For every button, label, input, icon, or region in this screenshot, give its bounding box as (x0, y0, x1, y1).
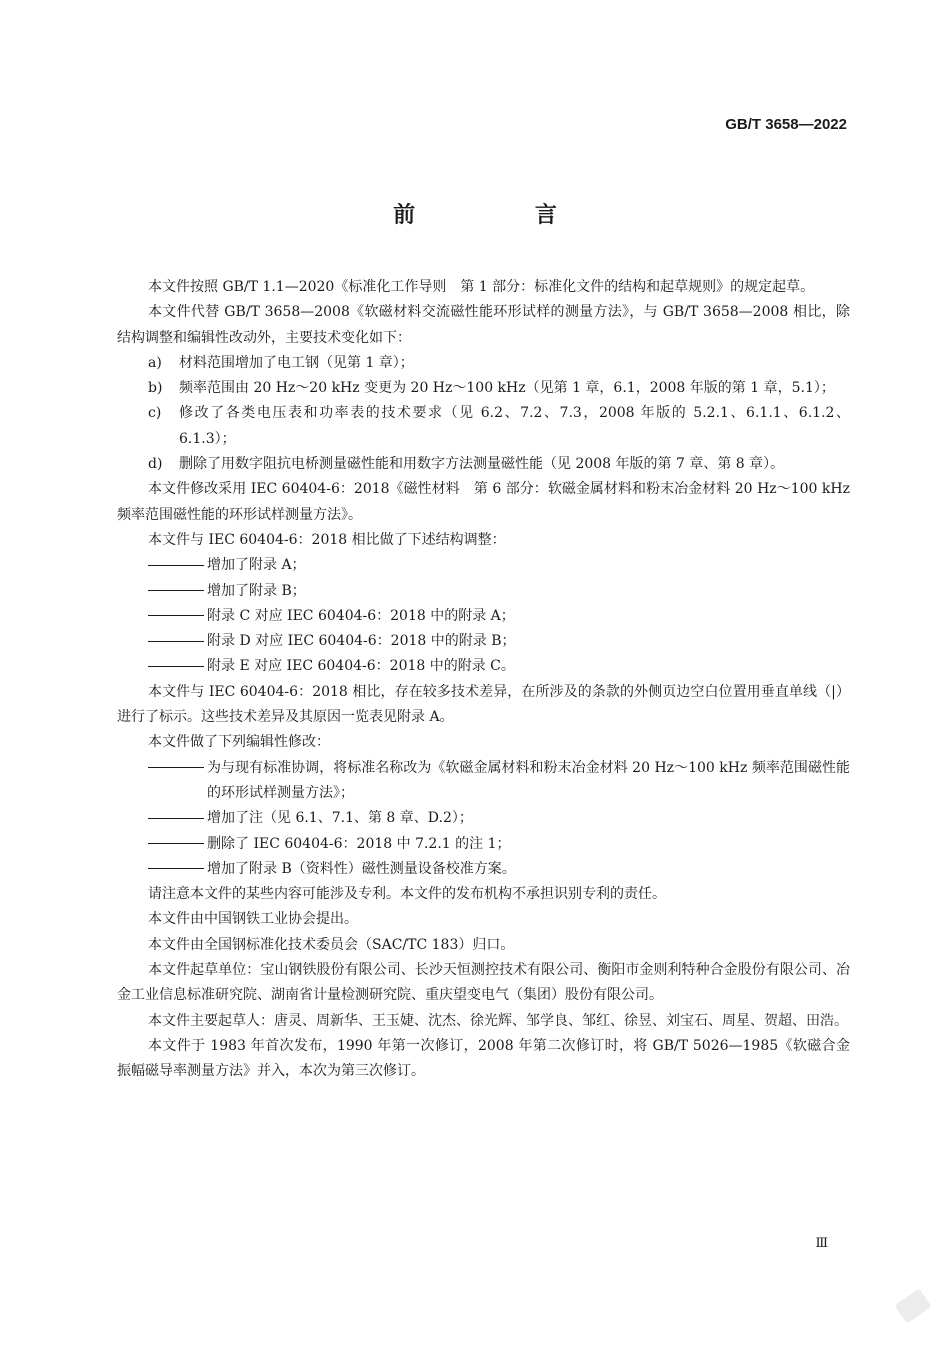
list-item (117, 376, 850, 401)
dash-marker (117, 857, 207, 882)
dash-marker (117, 629, 207, 654)
paragraph: 请注意本文件的某些内容可能涉及专利。本文件的发布机构不承担识别专利的责任。 (148, 886, 666, 903)
paragraph: 本文件按照 GB/T 1.1—2020《标准化工作导则 第 1 部分：标准化文件的结构和起草规则》的规定起草。 (148, 279, 815, 295)
list-item-text: 频率范围由 20 Hz～20 kHz 变更为 20 Hz～100 kHz（见第 1 章，6.1，2008 年版的第 1 章，5.1）； (179, 380, 835, 397)
dash-item (117, 579, 850, 604)
paragraph: 本文件起草单位：宝山钢铁股份有限公司、长沙天恒测控技术有限公司、衡阳市金则利特种合金股份有限公司、冶金工业信息标准研究院、湖南省计量检测研究院、重庆望变电气（集团）股份有限公司。 (117, 962, 850, 1004)
dash-item (117, 857, 850, 882)
paragraph: 本文件由全国钢标准化技术委员会（SAC/TC 183）归口。 (148, 936, 515, 953)
dash-marker (117, 832, 207, 857)
dash-marker (117, 553, 207, 578)
dash-item-text: 增加了附录 A； (207, 557, 306, 574)
dash-item (117, 756, 850, 807)
dash-item-text: 增加了附录 B； (207, 582, 306, 599)
list-marker: b) (148, 380, 163, 397)
dash-marker (117, 579, 207, 604)
dash-item-text: 增加了注（见 6.1、7.1、第 8 章、D.2）； (207, 810, 473, 827)
list-marker: a) (148, 354, 162, 371)
dash-item (117, 806, 850, 831)
dash-item-text: 附录 C 对应 IEC 60404-6：2018 中的附录 A； (207, 607, 515, 624)
list-item-text: 修改了各类电压表和功率表的技术要求（见 6.2、7.2、7.3，2008 年版的 5.2.1、6.1.1、6.1.2、6.1.3）； (179, 405, 850, 447)
list-item-text: 删除了用数字阻抗电桥测量磁性能和用数字方法测量磁性能（见 2008 年版的第 7 章、第 8 章）。 (179, 456, 785, 473)
dash-item (117, 604, 850, 629)
list-item-text: 材料范围增加了电工钢（见第 1 章）； (179, 354, 414, 371)
foreword-body (117, 275, 850, 1085)
paragraph: 本文件主要起草人：唐灵、周新华、王玉婕、沈杰、徐光辉、邹学良、邹红、徐昱、刘宝石、周星、贺超、田浩。 (148, 1012, 848, 1029)
paragraph: 本文件代替 GB/T 3658—2008《软磁材料交流磁性能环形试样的测量方法》，与 GB/T 3658—2008 相比，除结构调整和编辑性改动外，主要技术变化如下： (117, 304, 850, 346)
paragraph: 本文件修改采用 IEC 60404-6：2018《磁性材料 第 6 部分：软磁金属材料和粉末冶金材料 20 Hz～100 kHz 频率范围磁性能的环形试样测量方法》。 (117, 481, 850, 523)
dash-item (117, 629, 850, 654)
dash-item (117, 832, 850, 857)
paragraph: 本文件于 1983 年首次发布，1990 年第一次修订，2008 年第二次修订时，将 GB/T 5026—1985《软磁合金振幅磁导率测量方法》并入，本次为第三次修订。 (117, 1037, 850, 1080)
page-title: 前 言 (393, 203, 613, 228)
dash-item-text: 附录 D 对应 IEC 60404-6：2018 中的附录 B； (207, 633, 516, 650)
paragraph: 本文件与 IEC 60404-6：2018 相比做了下述结构调整： (148, 531, 506, 548)
list-marker: d) (148, 456, 163, 473)
standard-code: GB/T 3658—2022 (725, 116, 847, 133)
list-item (117, 452, 850, 477)
paragraph: 本文件做了下列编辑性修改： (148, 734, 330, 751)
dash-marker (117, 604, 207, 629)
paragraph: 本文件与 IEC 60404-6：2018 相比，存在较多技术差异，在所涉及的条款的外侧页边空白位置用垂直单线（|）进行了标示。这些技术差异及其原因一览表见附录 A。 (117, 683, 850, 726)
list-item (117, 351, 850, 376)
dash-marker (117, 756, 207, 807)
dash-item-text: 删除了 IEC 60404-6：2018 中 7.2.1 的注 1； (207, 835, 511, 852)
dash-item (117, 654, 850, 679)
dash-item-text: 为与现有标准协调，将标准名称改为《软磁金属材料和粉末冶金材料 20 Hz～100 kHz 频率范围磁性能的环形试样测量方法》； (207, 759, 850, 801)
dash-item-text: 附录 E 对应 IEC 60404-6：2018 中的附录 C。 (207, 658, 515, 675)
paragraph: 本文件由中国钢铁工业协会提出。 (148, 911, 358, 928)
dash-item (117, 553, 850, 578)
list-marker: c) (148, 405, 162, 422)
list-item (117, 401, 850, 452)
dash-marker (117, 654, 207, 679)
page-number: Ⅲ (815, 1236, 828, 1251)
dash-marker (117, 806, 207, 831)
dash-item-text: 增加了附录 B（资料性）磁性测量设备校准方案。 (207, 860, 516, 877)
page-corner-fold (894, 1288, 931, 1323)
